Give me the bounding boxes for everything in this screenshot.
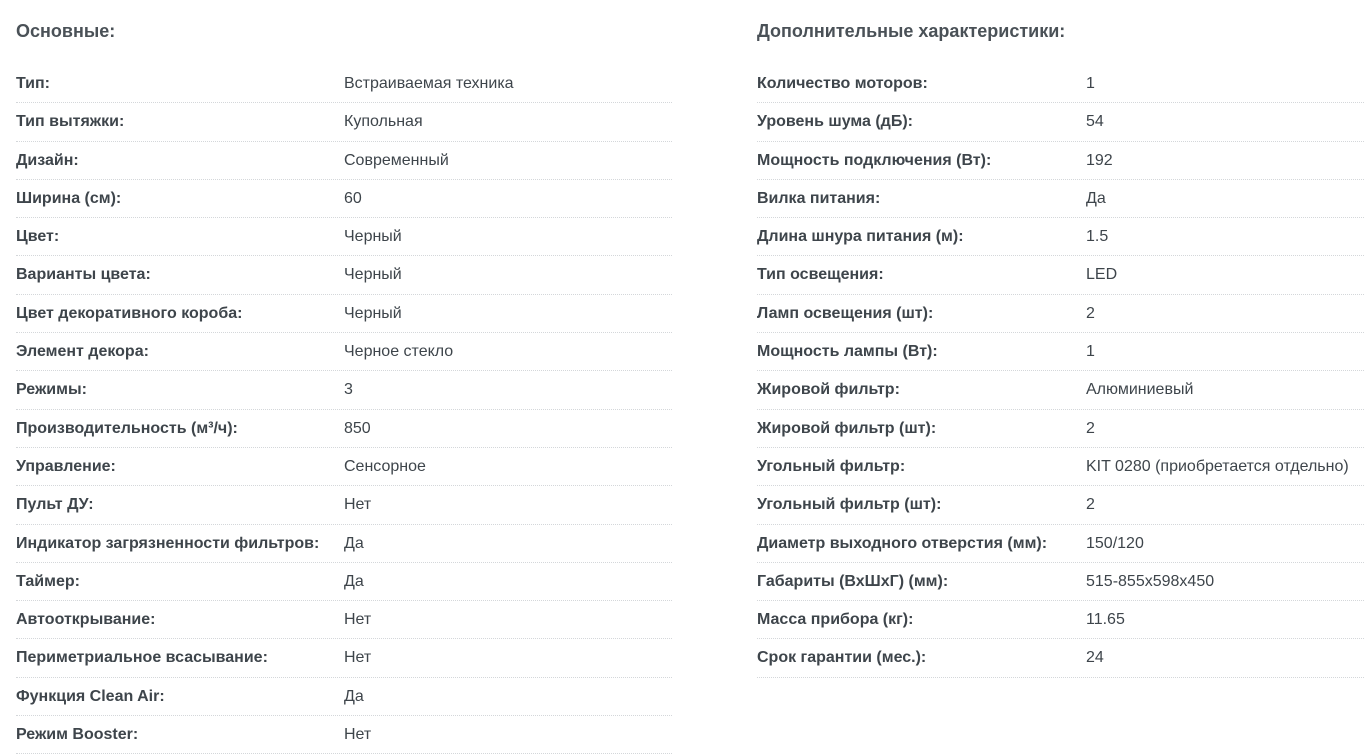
spec-label: Элемент декора:: [16, 343, 149, 361]
spec-value: 2: [1086, 419, 1095, 437]
spec-label: Ламп освещения (шт):: [757, 304, 934, 322]
spec-value: 1: [1086, 75, 1095, 92]
spec-row: [16, 180, 672, 218]
spec-value: 54: [1086, 113, 1104, 131]
spec-value: Встраиваемая техника: [344, 75, 514, 92]
spec-label: Жировой фильтр:: [757, 381, 900, 399]
spec-label: Жировой фильтр (шт):: [757, 419, 937, 437]
spec-row: [757, 371, 1364, 409]
spec-label: Управление:: [16, 457, 116, 475]
spec-row: [757, 525, 1364, 563]
spec-label: Тип:: [16, 75, 50, 92]
spec-label: Режимы:: [16, 381, 87, 399]
extra-specs-title: Дополнительные характеристики:: [757, 21, 1066, 41]
spec-label: Ширина (см):: [16, 189, 122, 207]
spec-label: Вилка питания:: [757, 189, 881, 207]
spec-row: [757, 256, 1364, 294]
spec-label: Автооткрывание:: [16, 611, 156, 629]
spec-label: Пульт ДУ:: [16, 496, 94, 514]
spec-value: 3: [344, 381, 353, 399]
spec-row: [16, 678, 672, 716]
spec-value: 192: [1086, 151, 1113, 169]
spec-label: Таймер:: [16, 572, 80, 590]
spec-row: [757, 333, 1364, 371]
spec-value: Нет: [344, 611, 372, 629]
spec-row: [757, 639, 1364, 677]
spec-label: Срок гарантии (мес.):: [757, 649, 927, 667]
spec-label: Количество моторов:: [757, 75, 928, 92]
spec-value: Да: [1086, 189, 1106, 207]
spec-row: [757, 142, 1364, 180]
spec-label: Угольный фильтр:: [757, 457, 906, 475]
extra-specs-list: [757, 65, 1364, 678]
spec-label: Функция Clean Air:: [16, 687, 165, 705]
spec-label: Цвет декоративного короба:: [16, 304, 243, 322]
spec-row: [16, 333, 672, 371]
spec-row: [16, 410, 672, 448]
spec-label: Габариты (ВхШхГ) (мм):: [757, 572, 949, 590]
spec-value: 515-855x598x450: [1086, 572, 1215, 590]
spec-label: Цвет:: [16, 228, 60, 246]
spec-value: 1.5: [1086, 228, 1109, 246]
spec-value: Черный: [344, 266, 402, 284]
spec-row: [16, 563, 672, 601]
spec-value: Да: [344, 534, 364, 552]
spec-value: 150/120: [1086, 534, 1144, 552]
spec-value: 2: [1086, 304, 1095, 322]
spec-value: Да: [344, 687, 364, 705]
spec-row: [16, 371, 672, 409]
spec-label: Мощность подключения (Вт):: [757, 151, 992, 169]
spec-row: [16, 103, 672, 141]
spec-row: [757, 65, 1364, 103]
main-specs-list: [16, 65, 672, 754]
spec-row: [16, 716, 672, 754]
spec-label: Длина шнура питания (м):: [757, 228, 964, 246]
spec-row: [757, 601, 1364, 639]
spec-value: 1: [1086, 343, 1095, 361]
spec-row: [16, 65, 672, 103]
spec-row: [757, 103, 1364, 141]
spec-value: Черный: [344, 304, 402, 322]
spec-value: 24: [1086, 649, 1104, 667]
spec-label: Периметриальное всасывание:: [16, 649, 268, 667]
spec-row: [16, 256, 672, 294]
spec-value: Нет: [344, 649, 372, 667]
spec-label: Мощность лампы (Вт):: [757, 343, 938, 361]
spec-row: [757, 486, 1364, 524]
spec-label: Масса прибора (кг):: [757, 611, 914, 629]
spec-value: LED: [1086, 266, 1118, 284]
spec-label: Тип вытяжки:: [16, 113, 125, 131]
spec-label: Варианты цвета:: [16, 266, 151, 284]
spec-value: Нет: [344, 496, 372, 514]
spec-row: [16, 525, 672, 563]
spec-value: 2: [1086, 496, 1095, 514]
spec-value: Современный: [344, 151, 449, 169]
spec-value: Черное стекло: [344, 343, 454, 361]
spec-row: [16, 448, 672, 486]
spec-value: Нет: [344, 726, 372, 744]
spec-value: 11.65: [1086, 611, 1125, 629]
main-specs-title: Основные:: [16, 21, 116, 41]
spec-row: [16, 295, 672, 333]
spec-row: [757, 218, 1364, 256]
spec-row: [757, 295, 1364, 333]
spec-label: Уровень шума (дБ):: [757, 113, 913, 131]
spec-row: [16, 218, 672, 256]
spec-label: Дизайн:: [16, 151, 79, 169]
spec-row: [757, 180, 1364, 218]
spec-label: Угольный фильтр (шт):: [757, 496, 942, 514]
spec-value: Алюминиевый: [1086, 381, 1194, 399]
spec-value: Черный: [344, 228, 402, 246]
spec-label: Индикатор загрязненности фильтров:: [16, 534, 320, 552]
spec-value: Да: [344, 572, 364, 590]
spec-row: [16, 486, 672, 524]
spec-value: Сенсорное: [344, 457, 426, 475]
spec-value: KIT 0280 (приобретается отдельно): [1086, 457, 1349, 475]
spec-label: Производительность (м³/ч):: [16, 419, 238, 437]
spec-row: [16, 639, 672, 677]
spec-label: Тип освещения:: [757, 266, 884, 284]
spec-row: [757, 563, 1364, 601]
spec-value: 850: [344, 419, 371, 437]
spec-row: [757, 448, 1364, 486]
spec-row: [757, 410, 1364, 448]
spec-row: [16, 601, 672, 639]
spec-value: 60: [344, 189, 362, 207]
spec-row: [16, 142, 672, 180]
spec-label: Режим Booster:: [16, 726, 139, 744]
spec-value: Купольная: [344, 113, 423, 131]
spec-label: Диаметр выходного отверстия (мм):: [757, 534, 1048, 552]
